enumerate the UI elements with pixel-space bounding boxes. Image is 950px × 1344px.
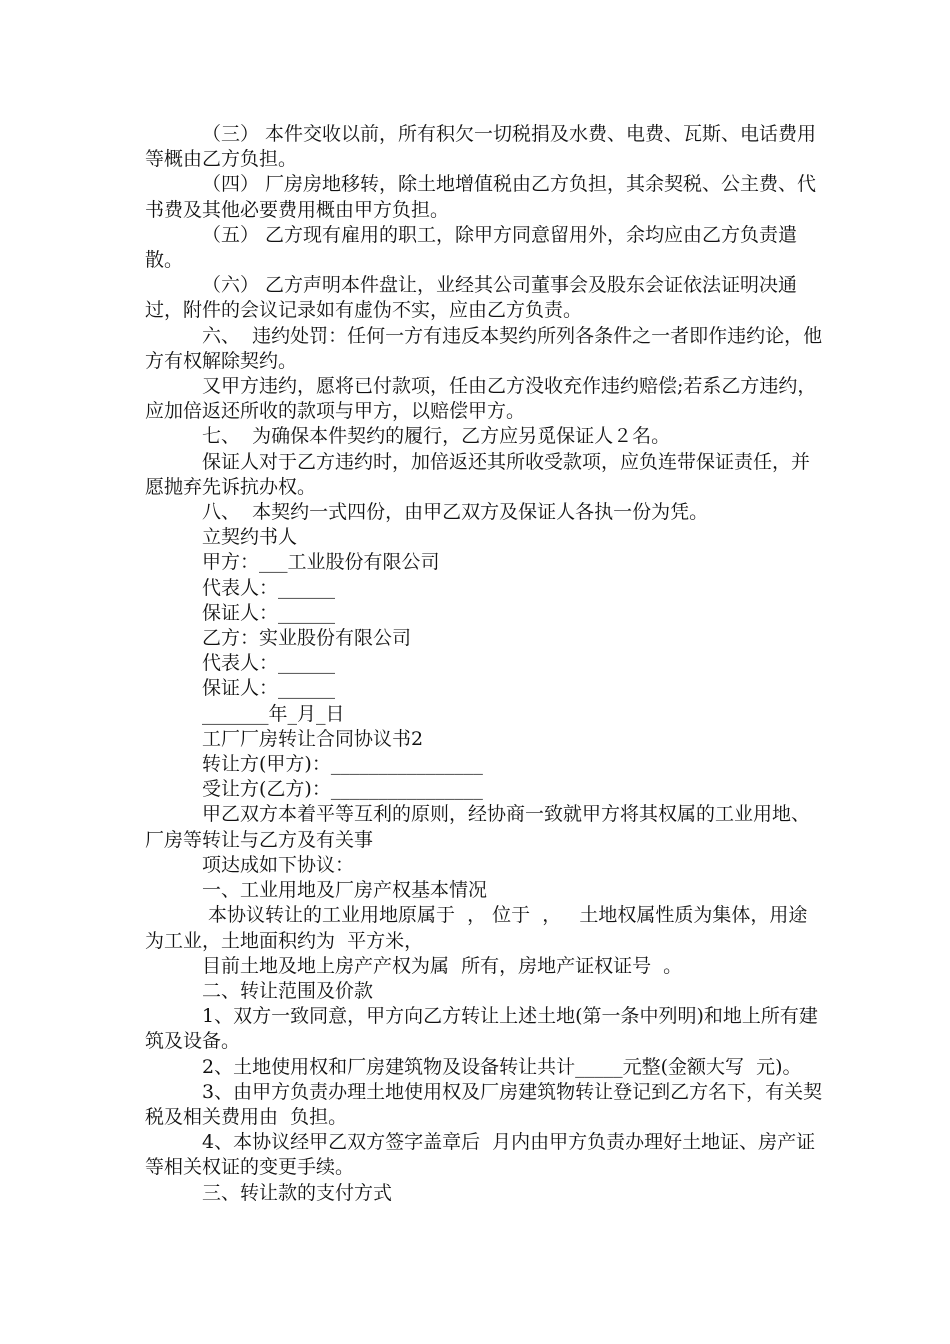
preamble-continued: 项达成如下协议： xyxy=(202,853,355,876)
transferee-line: 受让方(乙方)：________________ xyxy=(202,778,483,801)
date-line: _______年_月_日 xyxy=(202,702,345,725)
document-body xyxy=(145,122,825,1206)
section-8-copies: 八、 本契约一式四份，由甲乙双方及保证人各执一份为凭。 xyxy=(202,501,709,524)
section-1-heading: 一、工业用地及厂房产权基本情况 xyxy=(202,879,488,902)
property-ownership: 目前土地及地上房产产权为属 所有，房地产证权证号 。 xyxy=(202,954,683,977)
clause-3-tax-fees: （三） 本件交收以前，所有积欠一切税捐及水费、电费、瓦斯、电话费用等概由乙方负担。 xyxy=(145,123,817,171)
signatories-heading: 立契约书人 xyxy=(202,526,298,549)
transfer-scope: 1、双方一致同意，甲方向乙方转让上述土地(第一条中列明)和地上所有建筑及设备。 xyxy=(145,1005,818,1053)
clause-5-staff: （五） 乙方现有雇用的职工，除甲方同意留用外，余均应由乙方负责遣散。 xyxy=(145,223,798,272)
preamble: 甲乙双方本着平等互利的原则，经协商一致就甲方将其权属的工业用地、厂房等转让与乙方及有关事 xyxy=(145,803,811,851)
party-b-guarantor: 保证人：______ xyxy=(202,677,336,700)
section-2-heading: 二、转让范围及价款 xyxy=(202,979,374,1002)
party-a-guarantor: 保证人：______ xyxy=(202,601,336,624)
breach-compensation: 又甲方违约，愿将已付款项，任由乙方没收充作违约赔偿;若系乙方违约，应加倍返还所收的款项与甲方，以赔偿甲方。 xyxy=(145,375,817,423)
party-b-representative: 代表人：______ xyxy=(202,652,336,675)
transferor-line: 转让方(甲方)：________________ xyxy=(202,753,483,776)
guarantor-liability: 保证人对于乙方违约时，加倍返还其所收受款项，应负连带保证责任，并愿抛弃先诉抗办权。 xyxy=(145,450,811,498)
registration-responsibility: 3、由甲方负责办理土地使用权及厂房建筑物转让登记到乙方名下，有关契税及相关费用由 负担。 xyxy=(145,1080,823,1128)
section-7-guarantors: 七、 为确保本件契约的履行，乙方应另觅保证人２名。 xyxy=(202,425,671,448)
clause-6-board-declaration: （六） 乙方声明本件盘让，业经其公司董事会及股东会证依法证明决通过，附件的会议记录如有虚伪不实，应由乙方负责。 xyxy=(145,274,798,322)
certificate-change: 4、本协议经甲乙双方签字盖章后 月内由甲方负责办理好土地证、房产证等相关权证的变更手续。 xyxy=(145,1131,816,1179)
section-6-breach: 六、 违约处罚：任何一方有违反本契约所列各条件之一者即作违约论，他方有权解除契约。 xyxy=(145,324,823,372)
party-a-line: 甲方：___工业股份有限公司 xyxy=(202,551,440,574)
section-3-heading: 三、转让款的支付方式 xyxy=(202,1181,393,1204)
clause-4-transfer-fees: （四） 厂房房地移转，除土地增值税由乙方负担，其余契税、公主费、代书费及其他必要费用概由甲方负担。 xyxy=(145,173,817,221)
agreement-2-title: 工厂厂房转让合同协议书2 xyxy=(202,727,424,750)
party-b-line: 乙方：实业股份有限公司 xyxy=(202,627,412,650)
transfer-price: 2、土地使用权和厂房建筑物及设备转让共计_____元整(金额大写 元)。 xyxy=(202,1055,802,1078)
party-a-representative: 代表人：______ xyxy=(202,576,336,599)
land-description: 本协议转让的工业用地原属于 ， 位于 ， 土地权属性质为集体，用途为工业，土地面积约为 平方米， xyxy=(145,904,808,952)
